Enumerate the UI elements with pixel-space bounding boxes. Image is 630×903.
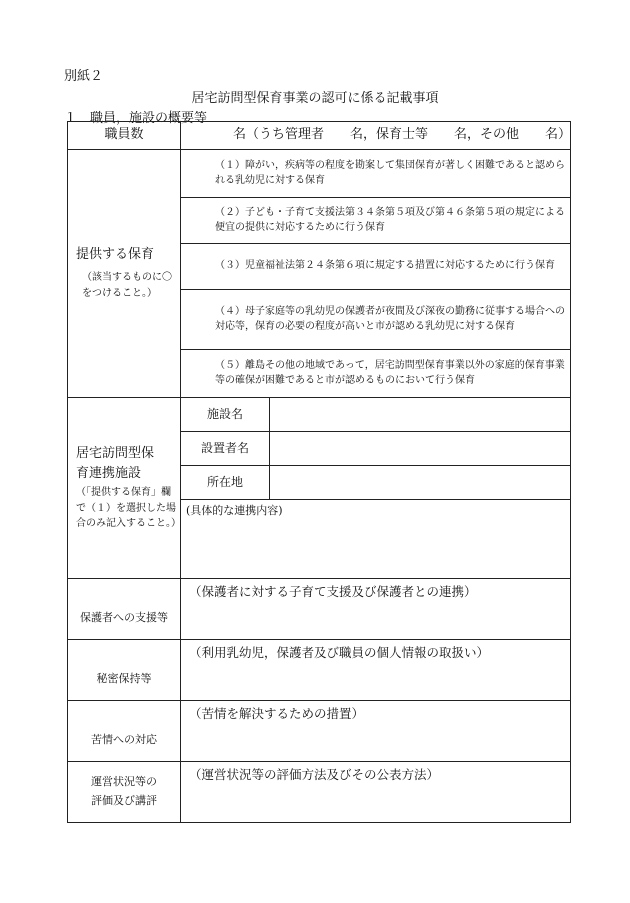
complaint-label: 苦情への対応 bbox=[68, 701, 181, 762]
facility-address-label: 所在地 bbox=[181, 466, 270, 500]
care-option-row-1 bbox=[68, 150, 571, 198]
evaluation-label-line2: 評価及び講評 bbox=[91, 794, 157, 807]
care-option-3[interactable]: （３）児童福祉法第２４条第６項に規定する措置に対応するために行う保育 bbox=[181, 244, 571, 290]
facility-note: （「提供する保育」欄で（１）を選択した場合のみ記入すること。） bbox=[76, 487, 181, 530]
staff-row bbox=[68, 122, 571, 150]
care-option-5[interactable]: （５）離島その他の地域であって，居宅訪問型保育事業以外の家庭的保育事業等の確保が困難であると市が認めるものにおいて行う保育 bbox=[181, 350, 571, 398]
facility-detail-field[interactable]: (具体的な連携内容) bbox=[181, 500, 571, 579]
complaint-field[interactable]: （苦情を解決するための措置） bbox=[181, 701, 571, 762]
application-form-table bbox=[67, 121, 571, 823]
facility-address-field[interactable] bbox=[270, 466, 571, 500]
facility-name-label: 施設名 bbox=[181, 398, 270, 432]
care-label: 提供する保育 bbox=[76, 246, 155, 262]
facility-name-field[interactable] bbox=[270, 398, 571, 432]
facility-operator-label: 設置者名 bbox=[181, 432, 270, 466]
care-option-4[interactable]: （４）母子家庭等の乳幼児の保護者が夜間及び深夜の勤務に従事する場合への対応等，保育の必要の程度が高いと市が認める乳幼児に対する保育 bbox=[181, 290, 571, 350]
evaluation-label-cell bbox=[68, 762, 181, 823]
support-row bbox=[68, 579, 571, 640]
document-title: 居宅訪問型保育事業の認可に係る記載事項 bbox=[191, 91, 439, 106]
care-note: （該当するものに〇をつけること。） bbox=[82, 272, 172, 299]
support-field[interactable]: （保護者に対する子育て支援及び保護者との連携） bbox=[181, 579, 571, 640]
support-label: 保護者への支援等 bbox=[68, 579, 181, 640]
care-option-2[interactable]: （２）子ども・子育て支援法第３４条第５項及び第４６条第５項の規定による便宜の提供に対応するために行う保育 bbox=[181, 198, 571, 244]
staff-label: 職員数 bbox=[68, 122, 181, 150]
care-label-cell bbox=[68, 150, 181, 398]
care-option-1[interactable]: （１）障がい，疾病等の程度を勘案して集団保育が著しく困難であると認められる乳幼児に対する保育 bbox=[181, 150, 571, 198]
section-heading: １ 職員，施設の概要等 bbox=[64, 111, 208, 126]
staff-count-field[interactable]: 名（うち管理者 名，保育士等 名，その他 名） bbox=[181, 122, 571, 150]
facility-operator-field[interactable] bbox=[270, 432, 571, 466]
evaluation-row bbox=[68, 762, 571, 823]
privacy-row bbox=[68, 640, 571, 701]
privacy-field[interactable]: （利用乳幼児，保護者及び職員の個人情報の取扱い） bbox=[181, 640, 571, 701]
privacy-label: 秘密保持等 bbox=[68, 640, 181, 701]
evaluation-label-line1: 運営状況等の bbox=[91, 775, 157, 789]
facility-label: 居宅訪問型保育連携施設 bbox=[76, 446, 155, 481]
facility-name-row bbox=[68, 398, 571, 432]
facility-label-cell bbox=[68, 398, 181, 579]
attachment-label: 別紙２ bbox=[64, 69, 104, 84]
evaluation-field[interactable]: （運営状況等の評価方法及びその公表方法） bbox=[181, 762, 571, 823]
complaint-row bbox=[68, 701, 571, 762]
